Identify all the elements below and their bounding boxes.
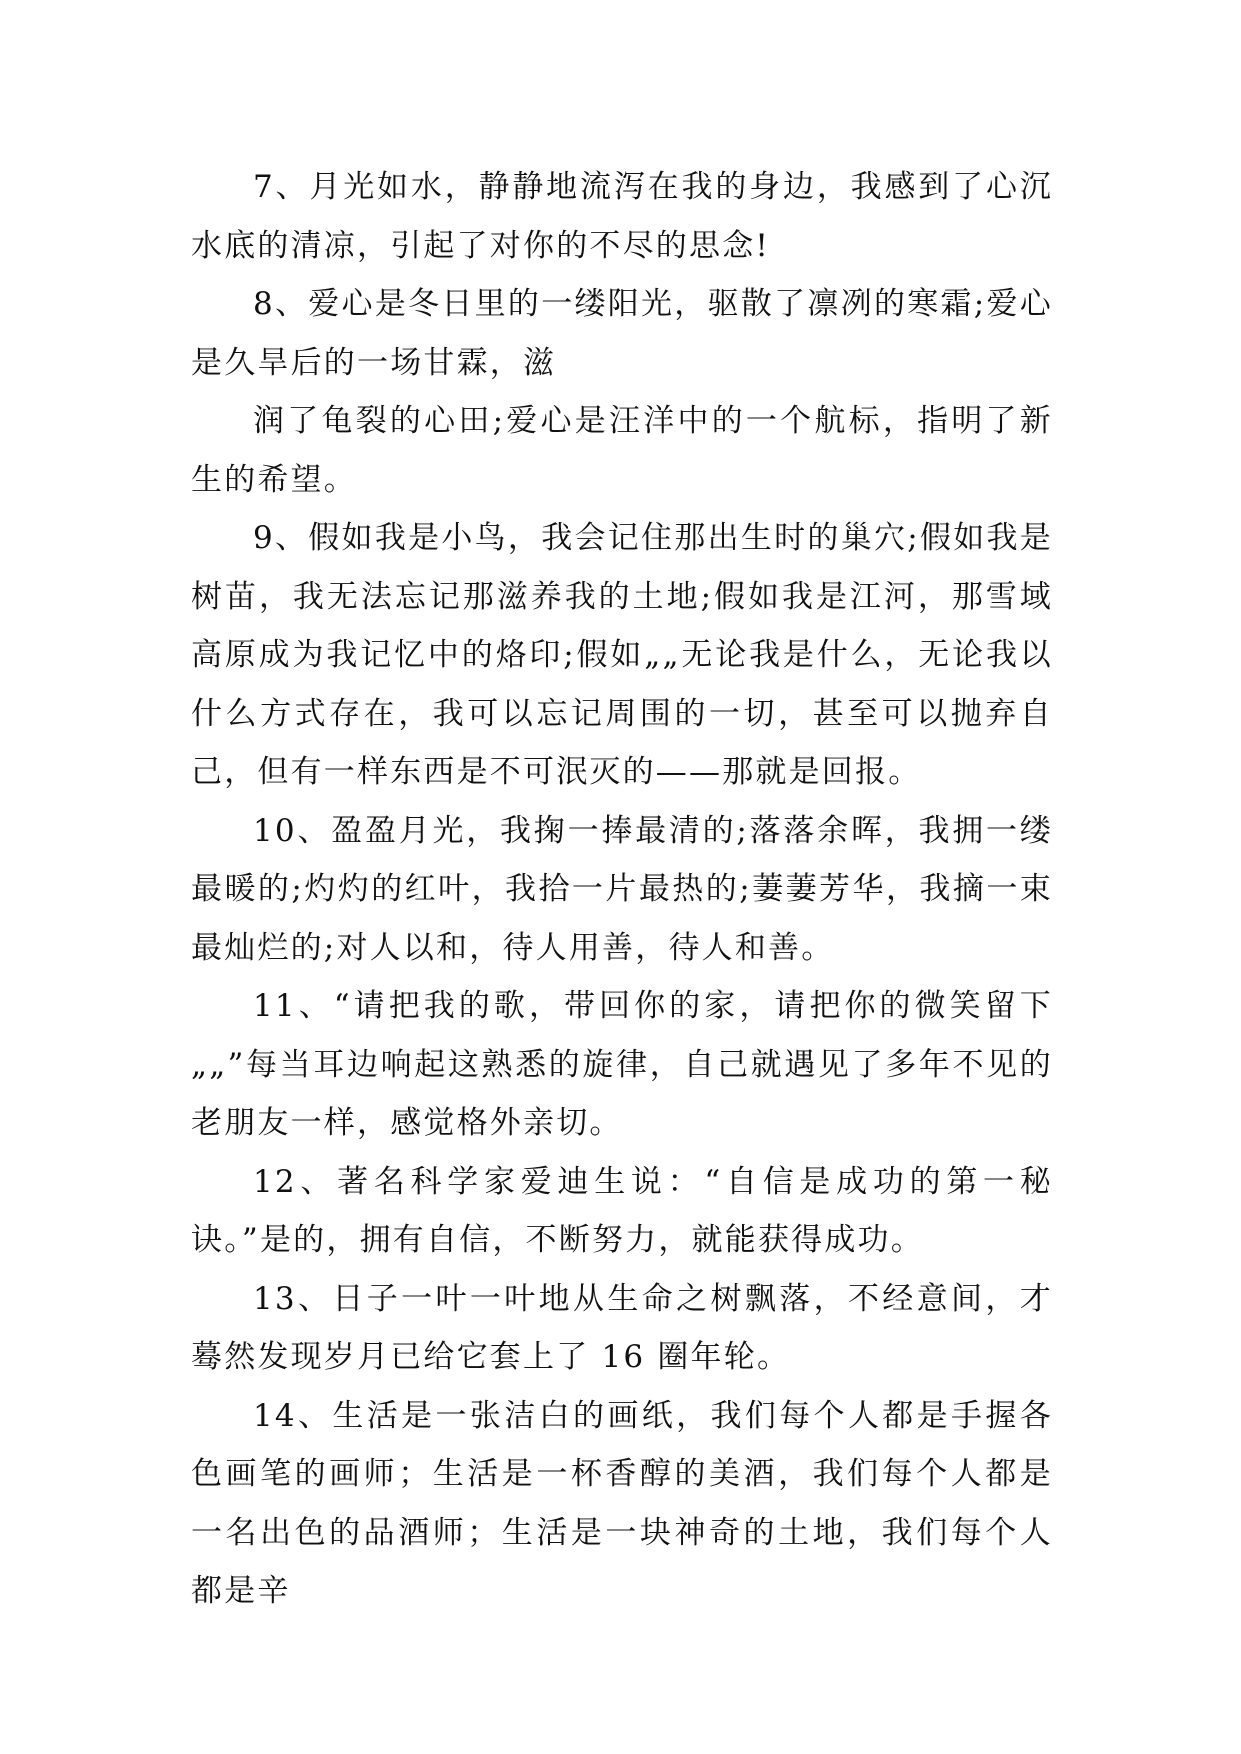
paragraph-8-part-1: 8、爱心是冬日里的一缕阳光，驱散了凛冽的寒霜;爱心是久旱后的一场甘霖，滋	[191, 286, 1053, 381]
document-body	[191, 158, 1053, 1621]
paragraph-7: 7、月光如水，静静地流泻在我的身边，我感到了心沉水底的清凉，引起了对你的不尽的思念!	[191, 169, 1053, 264]
paragraph-14: 14、生活是一张洁白的画纸，我们每个人都是手握各色画笔的画师；生活是一杯香醇的美酒，我们每个人都是一名出色的品酒师；生活是一块神奇的土地，我们每个人都是辛	[191, 1397, 1053, 1609]
paragraph-13: 13、日子一叶一叶地从生命之树飘落，不经意间，才蓦然发现岁月已给它套上了 16 圈年轮。	[191, 1280, 1053, 1375]
paragraph-8-part-2: 润了龟裂的心田;爱心是汪洋中的一个航标，指明了新生的希望。	[191, 403, 1053, 498]
paragraph-10: 10、盈盈月光，我掬一捧最清的;落落余晖，我拥一缕最暖的;灼灼的红叶，我拾一片最热的;萋萋芳华，我摘一束最灿烂的;对人以和，待人用善，待人和善。	[191, 812, 1053, 966]
paragraph-11: 11、“请把我的歌，带回你的家，请把你的微笑留下„„”每当耳边响起这熟悉的旋律，自己就遇见了多年不见的老朋友一样，感觉格外亲切。	[191, 988, 1053, 1141]
paragraph-12: 12、著名科学家爱迪生说：“自信是成功的第一秘诀。”是的，拥有自信，不断努力，就能获得成功。	[191, 1163, 1053, 1258]
paragraph-9: 9、假如我是小鸟，我会记住那出生时的巢穴;假如我是树苗，我无法忘记那滋养我的土地;假如我是江河，那雪域高原成为我记忆中的烙印;假如„„无论我是什么，无论我以什么方式存在，我可以忘记周围的一切，甚至可以抛弃自己，但有一样东西是不可泯灭的——那就是回报。	[191, 520, 1053, 790]
